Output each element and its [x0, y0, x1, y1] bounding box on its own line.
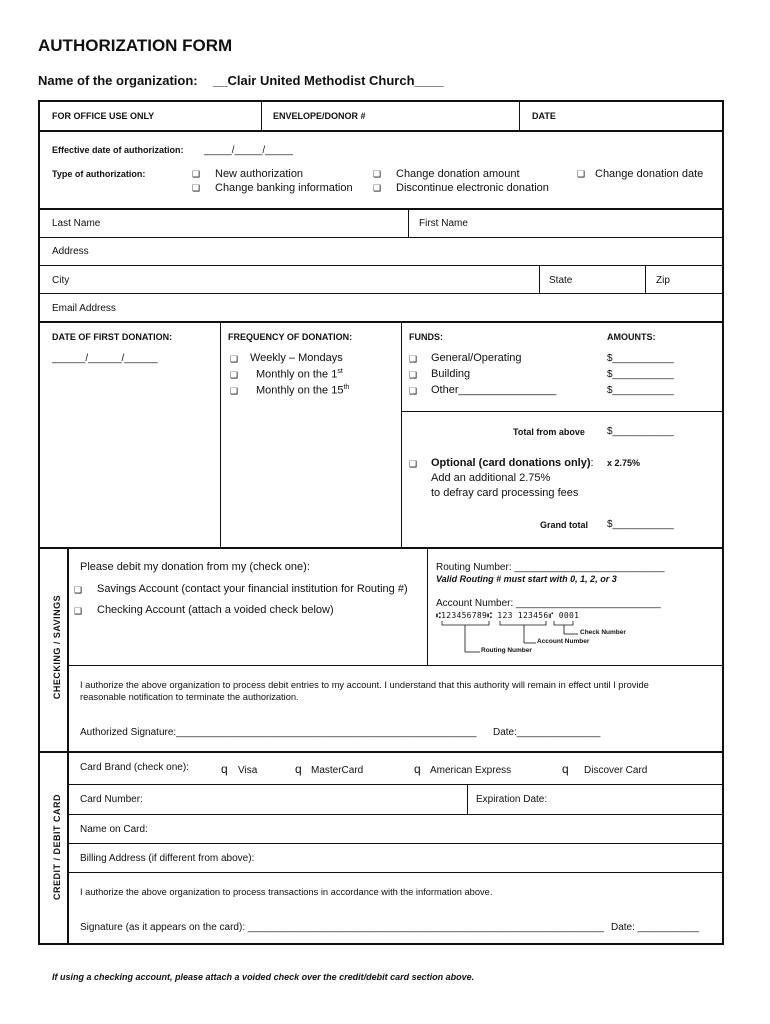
- micr-account-number-label: Account Number: [537, 638, 590, 645]
- total-from-above-field[interactable]: $___________: [607, 426, 674, 437]
- debit-authorization-text-2: reasonable notification to terminate the authorization.: [80, 692, 299, 702]
- savings-account-option: Savings Account (contact your financial institution for Routing #): [97, 583, 408, 595]
- checkbox-mastercard[interactable]: q: [295, 762, 302, 776]
- checkbox-visa[interactable]: q: [221, 762, 228, 776]
- debit-date-field[interactable]: Date:_______________: [493, 727, 601, 738]
- effective-date-label: Effective date of authorization:: [52, 145, 184, 155]
- address-field[interactable]: Address: [52, 246, 89, 257]
- brand-mastercard: MasterCard: [311, 765, 364, 776]
- card-date-field[interactable]: Date: ___________: [611, 922, 699, 933]
- micr-routing-number-label: Routing Number: [481, 647, 532, 654]
- checkbox-new-authorization[interactable]: ❑: [192, 169, 201, 179]
- brand-american-express: American Express: [430, 765, 512, 776]
- checkbox-monthly-15th[interactable]: ❑: [230, 386, 239, 396]
- checking-account-option: Checking Account (attach a voided check below): [97, 604, 334, 616]
- office-use-label: FOR OFFICE USE ONLY: [52, 111, 155, 121]
- frequency-monthly-1st: Monthly on the 1st: [256, 368, 343, 381]
- brand-visa: Visa: [238, 765, 258, 776]
- effective-date-field[interactable]: _____/_____/_____: [204, 145, 293, 156]
- checkbox-optional-fee[interactable]: ❑: [409, 459, 418, 469]
- billing-address-field[interactable]: Billing Address (if different from above):: [80, 853, 255, 864]
- option-new-authorization: New authorization: [215, 168, 304, 180]
- checkbox-change-banking[interactable]: ❑: [192, 183, 201, 193]
- organization-label: Name of the organization:: [38, 73, 198, 88]
- funds-label: FUNDS:: [409, 332, 443, 342]
- checkbox-discontinue[interactable]: ❑: [373, 183, 382, 193]
- checkbox-savings-account[interactable]: ❑: [74, 585, 83, 595]
- state-field[interactable]: State: [549, 275, 573, 286]
- credit-debit-side-label: CREDIT / DEBIT CARD: [52, 794, 62, 900]
- debit-prompt: Please debit my donation from my (check one):: [80, 561, 310, 573]
- frequency-monthly-15th: Monthly on the 15th: [256, 384, 350, 397]
- optional-fee-text: Optional (card donations only): Add an additional 2.75% to defray card processing fees: [431, 457, 594, 499]
- checkbox-weekly[interactable]: ❑: [230, 354, 239, 364]
- checking-savings-side-label: CHECKING / SAVINGS: [52, 594, 62, 700]
- amount-general-field[interactable]: $___________: [607, 353, 674, 364]
- expiration-date-field[interactable]: Expiration Date:: [476, 794, 548, 805]
- checkbox-fund-other[interactable]: ❑: [409, 386, 418, 396]
- authorized-signature-field[interactable]: Authorized Signature:______________________________________________________: [80, 727, 477, 738]
- micr-check-number-label: Check Number: [580, 629, 626, 636]
- brand-discover: Discover Card: [584, 765, 648, 776]
- first-name-field[interactable]: First Name: [419, 218, 468, 229]
- grand-total-field[interactable]: $___________: [607, 519, 674, 530]
- frequency-label: FREQUENCY OF DONATION:: [228, 332, 353, 342]
- routing-number-field[interactable]: Routing Number: ___________________________: [436, 562, 665, 573]
- footer-note: If using a checking account, please attach a voided check over the credit/debit card section above.: [52, 972, 475, 982]
- checkbox-fund-building[interactable]: ❑: [409, 370, 418, 380]
- date-office-label: DATE: [532, 111, 556, 121]
- form-title: AUTHORIZATION FORM: [38, 36, 233, 55]
- micr-diagram: [436, 618, 636, 658]
- card-authorization-text: I authorize the above organization to process transactions in accordance with the information above.: [80, 887, 493, 897]
- first-donation-label: DATE OF FIRST DONATION:: [52, 332, 173, 342]
- city-field[interactable]: City: [52, 275, 70, 286]
- envelope-donor-label: ENVELOPE/DONOR #: [273, 111, 366, 121]
- amount-building-field[interactable]: $___________: [607, 369, 674, 380]
- checkbox-checking-account[interactable]: ❑: [74, 606, 83, 616]
- option-change-date: Change donation date: [595, 168, 704, 180]
- amount-other-field[interactable]: $___________: [607, 385, 674, 396]
- card-number-field[interactable]: Card Number:: [80, 794, 143, 805]
- card-brand-label: Card Brand (check one):: [80, 762, 189, 773]
- checkbox-change-date[interactable]: ❑: [577, 169, 586, 179]
- checkbox-fund-general[interactable]: ❑: [409, 354, 418, 364]
- option-change-amount: Change donation amount: [396, 168, 520, 180]
- micr-sample: ⑆123456789⑆ 123 123456⑈ 0001: [436, 611, 580, 620]
- fund-building: Building: [431, 368, 471, 380]
- total-from-above-label: Total from above: [513, 427, 585, 437]
- email-field[interactable]: Email Address: [52, 303, 116, 314]
- checkbox-discover[interactable]: q: [562, 762, 569, 776]
- first-donation-date-field[interactable]: ______/______/______: [52, 353, 158, 364]
- routing-note: Valid Routing # must start with 0, 1, 2, or 3: [436, 574, 617, 584]
- fund-other[interactable]: Other________________: [431, 384, 557, 396]
- option-discontinue: Discontinue electronic donation: [396, 182, 549, 194]
- name-on-card-field[interactable]: Name on Card:: [80, 824, 148, 835]
- fund-general: General/Operating: [431, 352, 522, 364]
- account-number-field[interactable]: Account Number: __________________________: [436, 598, 661, 609]
- organization-name[interactable]: __Clair United Methodist Church____: [213, 73, 444, 88]
- amounts-label: AMOUNTS:: [607, 332, 656, 342]
- checkbox-monthly-1st[interactable]: ❑: [230, 370, 239, 380]
- checkbox-change-amount[interactable]: ❑: [373, 169, 382, 179]
- option-change-banking: Change banking information: [215, 182, 353, 194]
- last-name-field[interactable]: Last Name: [52, 218, 101, 229]
- frequency-weekly: Weekly – Mondays: [250, 352, 343, 364]
- debit-authorization-text-1: I authorize the above organization to process debit entries to my account. I understand that this authority will remain in effect until I provide: [80, 680, 649, 690]
- fee-multiplier: x 2.75%: [607, 458, 641, 468]
- checkbox-american-express[interactable]: q: [414, 762, 421, 776]
- card-signature-field[interactable]: Signature (as it appears on the card): ________________________________________________________________: [80, 922, 604, 933]
- zip-field[interactable]: Zip: [656, 275, 670, 286]
- grand-total-label: Grand total: [540, 520, 589, 530]
- type-of-authorization-label: Type of authorization:: [52, 169, 146, 179]
